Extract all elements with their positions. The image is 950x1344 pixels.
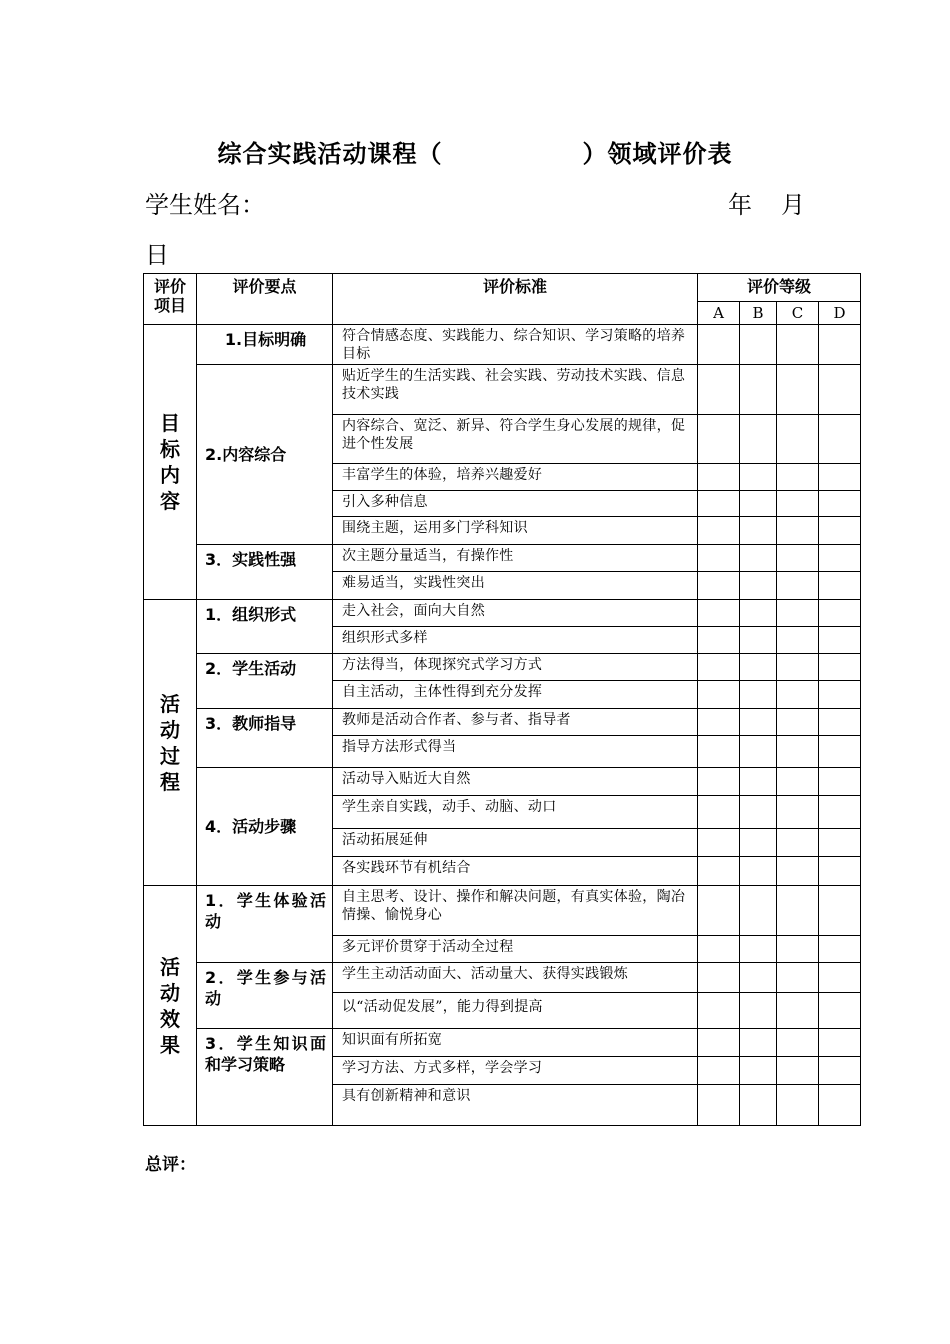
header-item: 评价项目 [144,274,197,325]
grade-cell-d[interactable] [819,600,861,627]
criteria-text: 自主活动，主体性得到充分发挥 [333,681,698,709]
criteria-text: 学习方法、方式多样，学会学习 [333,1057,698,1085]
grade-cell-c[interactable] [777,736,819,768]
grade-cell-a[interactable] [698,365,740,415]
grade-cell-b[interactable] [740,886,777,936]
criteria-text: 次主题分量适当，有操作性 [333,545,698,572]
point-label: 2．学生活动 [197,654,333,709]
grade-cell-c[interactable] [777,963,819,993]
criteria-text: 走入社会，面向大自然 [333,600,698,627]
grade-cell-a[interactable] [698,829,740,857]
grade-cell-c[interactable] [777,829,819,857]
grade-cell-d[interactable] [819,415,861,464]
grade-cell-d[interactable] [819,491,861,517]
grade-cell-b[interactable] [740,464,777,491]
grade-cell-d[interactable] [819,627,861,654]
criteria-text: 多元评价贯穿于活动全过程 [333,936,698,963]
grade-cell-b[interactable] [740,572,777,600]
grade-cell-b[interactable] [740,325,777,365]
grade-cell-a[interactable] [698,886,740,936]
grade-cell-a[interactable] [698,1085,740,1126]
grade-cell-d[interactable] [819,796,861,829]
criteria-text: 具有创新精神和意识 [333,1085,698,1126]
grade-cell-a[interactable] [698,325,740,365]
grade-cell-d[interactable] [819,681,861,709]
criteria-text: 贴近学生的生活实践、社会实践、劳动技术实践、信息技术实践 [333,365,698,415]
category-activity-effect: 活动效果 [144,886,197,1126]
criteria-text: 引入多种信息 [333,491,698,517]
grade-cell-b[interactable] [740,768,777,796]
category-activity-process: 活动过程 [144,600,197,886]
criteria-text: 教师是活动合作者、参与者、指导者 [333,709,698,736]
header-point: 评价要点 [197,274,333,325]
grade-cell-c[interactable] [777,681,819,709]
grade-cell-a[interactable] [698,681,740,709]
category-goal-content: 目标内容 [144,325,197,600]
criteria-text: 指导方法形式得当 [333,736,698,768]
grade-cell-a[interactable] [698,627,740,654]
grade-cell-c[interactable] [777,365,819,415]
criteria-text: 活动导入贴近大自然 [333,768,698,796]
grade-cell-a[interactable] [698,491,740,517]
grade-cell-c[interactable] [777,993,819,1029]
grade-cell-a[interactable] [698,736,740,768]
grade-cell-a[interactable] [698,993,740,1029]
grade-b-header: B [740,302,777,325]
grade-cell-a[interactable] [698,709,740,736]
grade-d-header: D [819,302,861,325]
grade-cell-c[interactable] [777,600,819,627]
grade-cell-d[interactable] [819,1085,861,1126]
point-label: 1．学生体验活动 [197,886,333,963]
criteria-text: 学生亲自实践，动手、动脑、动口 [333,796,698,829]
grade-cell-d[interactable] [819,936,861,963]
grade-cell-b[interactable] [740,857,777,886]
year-label: 年 [728,191,752,219]
grade-cell-b[interactable] [740,1085,777,1126]
grade-cell-d[interactable] [819,1029,861,1057]
criteria-text: 自主思考、设计、操作和解决问题，有真实体验，陶冶情操、愉悦身心 [333,886,698,936]
student-name-label: 学生姓名： [145,191,265,219]
point-label: 1.目标明确 [197,325,333,365]
point-label: 3．实践性强 [197,545,333,600]
grade-cell-a[interactable] [698,600,740,627]
form-title [0,134,950,169]
point-label: 4．活动步骤 [197,768,333,886]
title-right: ）领域评价表 [582,140,733,168]
grade-cell-c[interactable] [777,491,819,517]
grade-cell-b[interactable] [740,491,777,517]
grade-cell-c[interactable] [777,936,819,963]
grade-cell-d[interactable] [819,654,861,681]
grade-cell-d[interactable] [819,993,861,1029]
grade-cell-b[interactable] [740,936,777,963]
grade-cell-d[interactable] [819,768,861,796]
grade-cell-b[interactable] [740,517,777,545]
grade-cell-b[interactable] [740,600,777,627]
grade-cell-a[interactable] [698,857,740,886]
grade-cell-c[interactable] [777,1029,819,1057]
point-label: 2．学生参与活动 [197,963,333,1029]
criteria-text: 活动拓展延伸 [333,829,698,857]
grade-cell-c[interactable] [777,1085,819,1126]
grade-cell-b[interactable] [740,415,777,464]
grade-cell-b[interactable] [740,365,777,415]
grade-cell-a[interactable] [698,545,740,572]
grade-cell-a[interactable] [698,936,740,963]
grade-cell-c[interactable] [777,545,819,572]
criteria-text: 方法得当，体现探究式学习方式 [333,654,698,681]
grade-cell-b[interactable] [740,963,777,993]
grade-cell-a[interactable] [698,1029,740,1057]
grade-cell-c[interactable] [777,325,819,365]
criteria-text: 各实践环节有机结合 [333,857,698,886]
student-info-line [145,185,810,219]
criteria-text: 丰富学生的体验，培养兴趣爱好 [333,464,698,491]
grade-cell-a[interactable] [698,572,740,600]
grade-cell-b[interactable] [740,709,777,736]
criteria-text: 以“活动促发展”，能力得到提高 [333,993,698,1029]
grade-cell-c[interactable] [777,796,819,829]
grade-cell-d[interactable] [819,963,861,993]
grade-cell-c[interactable] [777,709,819,736]
grade-cell-d[interactable] [819,517,861,545]
grade-cell-a[interactable] [698,796,740,829]
grade-cell-b[interactable] [740,627,777,654]
grade-cell-d[interactable] [819,886,861,936]
grade-cell-b[interactable] [740,545,777,572]
grade-cell-c[interactable] [777,1057,819,1085]
grade-cell-b[interactable] [740,736,777,768]
criteria-text: 学生主动活动面大、活动量大、获得实践锻炼 [333,963,698,993]
grade-cell-b[interactable] [740,1057,777,1085]
grade-cell-a[interactable] [698,415,740,464]
criteria-text: 知识面有所拓宽 [333,1029,698,1057]
grade-cell-a[interactable] [698,1057,740,1085]
grade-cell-d[interactable] [819,325,861,365]
criteria-text: 难易适当，实践性突出 [333,572,698,600]
grade-cell-a[interactable] [698,768,740,796]
day-label: 日 [145,241,169,269]
title-left: 综合实践活动课程（ [217,140,443,168]
point-label: 3．学生知识面和学习策略 [197,1029,333,1126]
grade-cell-c[interactable] [777,415,819,464]
grade-cell-b[interactable] [740,681,777,709]
grade-cell-a[interactable] [698,963,740,993]
grade-cell-c[interactable] [777,464,819,491]
grade-cell-a[interactable] [698,464,740,491]
criteria-text: 符合情感态度、实践能力、综合知识、学习策略的培养目标 [333,325,698,365]
grade-cell-d[interactable] [819,365,861,415]
grade-cell-c[interactable] [777,654,819,681]
grade-cell-c[interactable] [777,517,819,545]
criteria-text: 围绕主题，运用多门学科知识 [333,517,698,545]
grade-cell-d[interactable] [819,464,861,491]
header-grade: 评价等级 [698,274,861,302]
criteria-text: 内容综合、宽泛、新异、符合学生身心发展的规律，促进个性发展 [333,415,698,464]
grade-cell-d[interactable] [819,857,861,886]
grade-cell-c[interactable] [777,627,819,654]
grade-a-header: A [698,302,740,325]
point-label: 3．教师指导 [197,709,333,768]
grade-cell-c[interactable] [777,768,819,796]
grade-cell-d[interactable] [819,736,861,768]
grade-cell-c[interactable] [777,572,819,600]
grade-cell-c[interactable] [777,857,819,886]
grade-cell-b[interactable] [740,654,777,681]
grade-cell-b[interactable] [740,829,777,857]
month-label: 月 [781,191,805,219]
summary-label: 总评： [145,1155,196,1175]
point-label: 1．组织形式 [197,600,333,654]
point-label: 2.内容综合 [197,365,333,545]
grade-cell-d[interactable] [819,572,861,600]
criteria-text: 组织形式多样 [333,627,698,654]
grade-cell-d[interactable] [819,545,861,572]
grade-cell-a[interactable] [698,517,740,545]
grade-c-header: C [777,302,819,325]
grade-cell-d[interactable] [819,829,861,857]
grade-cell-b[interactable] [740,1029,777,1057]
header-criteria: 评价标准 [333,274,698,325]
grade-cell-a[interactable] [698,654,740,681]
grade-cell-d[interactable] [819,709,861,736]
grade-cell-b[interactable] [740,796,777,829]
evaluation-table [143,273,861,1126]
grade-cell-d[interactable] [819,1057,861,1085]
grade-cell-c[interactable] [777,886,819,936]
grade-cell-b[interactable] [740,993,777,1029]
